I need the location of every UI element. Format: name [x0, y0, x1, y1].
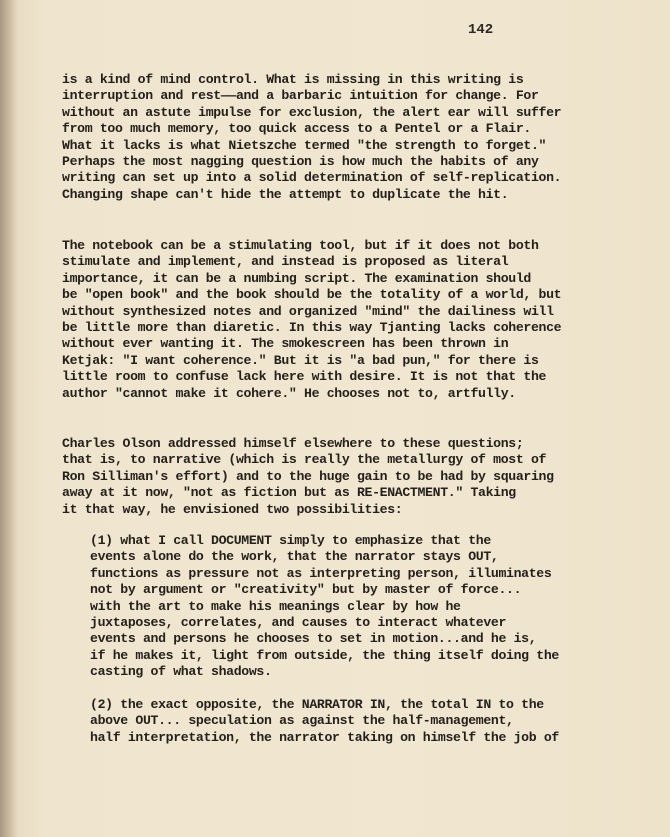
quote-line: (1) what I call DOCUMENT simply to emphasize that the	[90, 533, 491, 548]
text-line: without ever wanting it. The smokescreen has been thrown in	[62, 336, 509, 352]
quote-line: events alone do the work, that the narrator stays OUT,	[90, 549, 499, 565]
quote-line: juxtaposes, correlates, and causes to interact whatever	[90, 615, 507, 631]
text-line: Perhaps the most nagging question is how much the habits of any	[62, 154, 539, 170]
paragraph-3	[62, 436, 622, 518]
block-quote-1	[90, 533, 610, 681]
text-line: Ron Silliman's effort) and to the huge gain to be had by squaring	[62, 468, 554, 484]
text-line: Changing shape can't hide the attempt to duplicate the hit.	[62, 186, 509, 202]
quote-line: events and persons he chooses to set in motion...and he is,	[90, 631, 537, 647]
block-quote-2	[90, 697, 610, 746]
quote-line: (2) the exact opposite, the NARRATOR IN, the total IN to the	[90, 697, 544, 712]
quote-line: half interpretation, the narrator taking on himself the job of	[90, 729, 559, 745]
text-line: away at it now, "not as fiction but as RE-ENACTMENT." Taking	[62, 485, 516, 501]
text-line: author "cannot make it cohere." He chooses not to, artfully.	[62, 385, 516, 401]
text-line: is a kind of mind control. What is missing in this writing is	[62, 72, 524, 87]
text-line: stimulate and implement, and instead is proposed as literal	[62, 254, 509, 270]
quote-line: with the art to make his meanings clear by how he	[90, 598, 461, 614]
text-line: that is, to narrative (which is really the metallurgy of most of	[62, 452, 547, 468]
text-line: without an astute impulse for exclusion, the alert ear will suffer	[62, 104, 562, 120]
text-line: be "open book" and the book should be the totality of a world, but	[62, 287, 562, 303]
paragraph-1	[62, 72, 622, 203]
text-line: be little more than diaretic. In this way Tjanting lacks coherence	[62, 320, 562, 336]
text-line: little room to confuse lack here with desire. It is not that the	[62, 369, 547, 385]
quote-line: if he makes it, light from outside, the thing itself doing the	[90, 647, 559, 663]
page-number: 142	[468, 22, 494, 38]
quote-line: casting of what shadows.	[90, 664, 272, 680]
paragraph-2	[62, 238, 622, 402]
quote-line: not by argument or "creativity" but by master of force...	[90, 582, 522, 598]
quote-line: above OUT... speculation as against the half-management,	[90, 713, 514, 729]
text-line: without synthesized notes and organized "mind" the dailiness will	[62, 303, 554, 319]
text-line: writing can set up into a solid determination of self-replication.	[62, 170, 562, 186]
text-line: What it lacks is what Nietszche termed "the strength to forget."	[62, 137, 547, 153]
text-line: interruption and rest——and a barbaric intuition for change. For	[62, 88, 539, 104]
text-line: Ketjak: "I want coherence." But it is "a bad pun," for there is	[62, 352, 539, 368]
text-line: it that way, he envisioned two possibilities:	[62, 501, 403, 517]
quote-line: functions as pressure not as interpreting person, illuminates	[90, 565, 552, 581]
text-line: from too much memory, too quick access to a Pentel or a Flair.	[62, 121, 531, 137]
text-line: The notebook can be a stimulating tool, but if it does not both	[62, 238, 539, 253]
text-line: importance, it can be a numbing script. The examination should	[62, 270, 531, 286]
text-line: Charles Olson addressed himself elsewhere to these questions;	[62, 436, 524, 451]
